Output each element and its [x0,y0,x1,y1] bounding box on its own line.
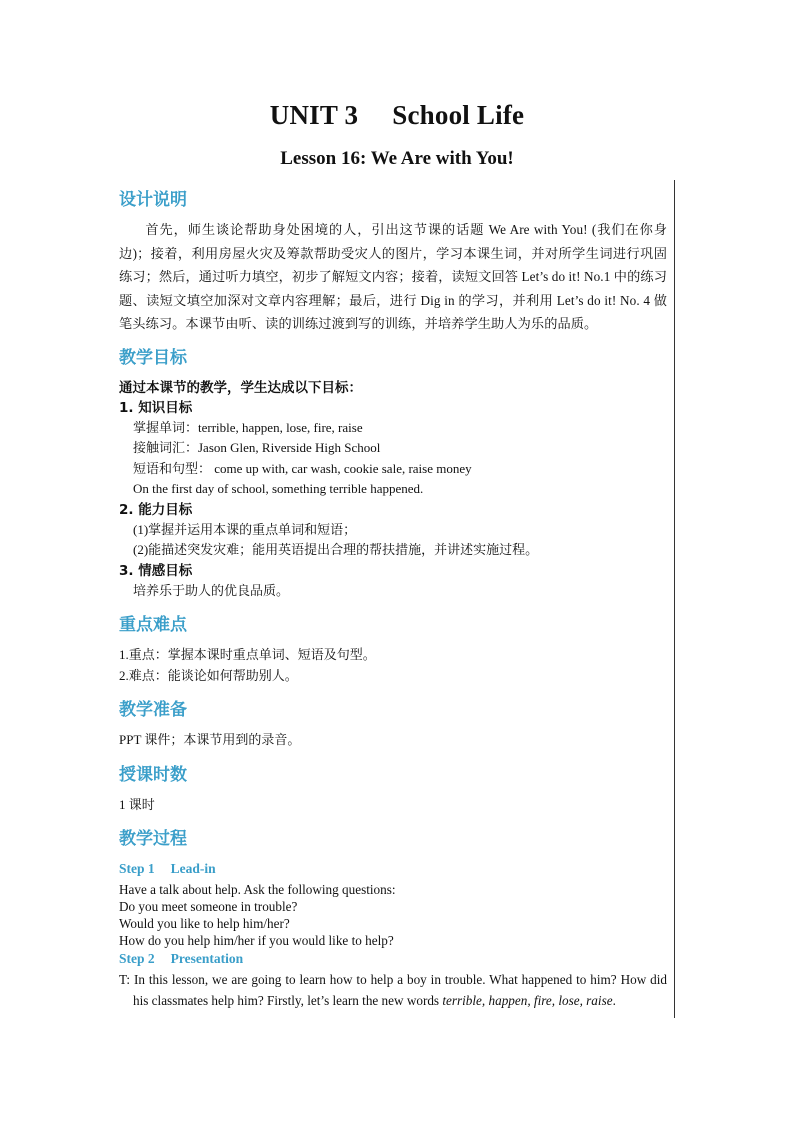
preparation-text: PPT 课件；本课节用到的录音。 [119,732,301,747]
step-2-heading [119,949,667,969]
section-heading-design: 设计说明 [119,190,187,210]
presentation-new-words: terrible, happen, fire, lose, raise [442,993,613,1008]
step-2-name: Presentation [170,951,244,966]
knowledge-objective-title: 1. 知识目标 [119,399,193,416]
key-point-1: 1.重点：掌握本课时重点单词、短语及句型。 [119,647,376,662]
sentence-pattern-line: On the first day of school, something terrible happened. [133,481,424,496]
ability-item-2: (2)能描述突发灾难；能用英语提出合理的帮扶措施，并讲述实施过程。 [133,542,539,557]
section-heading-objectives: 教学目标 [119,347,187,368]
step-2-label: Step 2 [119,951,155,966]
key-point-2: 2.难点：能谈论如何帮助别人。 [119,667,298,683]
unit-title [0,100,794,131]
unit-name: School Life [392,100,525,130]
step-1-label: Step 1 [119,861,155,876]
lead-in-question-3: How do you help him/her if you would like to help? [119,933,394,948]
ability-objective-title: 2. 能力目标 [119,501,193,518]
emotion-objective-title: 3. 情感目标 [119,562,193,579]
unit-number: UNIT 3 [269,100,359,130]
section-heading-process: 教学过程 [119,829,187,849]
periods-text: 1 课时 [119,796,155,812]
margin-rule [674,180,675,1018]
lesson-title: Lesson 16: We Are with You! [280,148,514,169]
step-1-heading [119,859,667,879]
ability-item-1: (1)掌握并运用本课的重点单词和短语； [133,521,357,537]
lead-in-question-1: Do you meet someone in trouble? [119,899,298,914]
emotion-item: 培养乐于助人的优良品质。 [133,582,290,598]
objectives-intro: 通过本课节的教学，学生达成以下目标： [119,379,362,396]
presentation-text: T: In this lesson, we are going to learn how to help a boy in trouble. What happened to him? How did his classmates help him? Firstly, let’s learn the new words [119,972,667,1008]
section-heading-key-points: 重点难点 [119,615,187,635]
presentation-paragraph [119,969,667,1011]
presentation-period: . [612,993,616,1008]
key-words-line: 掌握单词：terrible, happen, lose, fire, raise [133,419,363,435]
section-heading-periods: 授课时数 [119,764,187,785]
lead-in-line-1: Have a talk about help. Ask the following questions: [119,882,396,897]
lesson-plan-body [119,188,667,1011]
exposure-words-line: 接触词汇：Jason Glen, Riverside High School [133,440,381,455]
section-heading-preparation: 教学准备 [119,700,187,720]
lead-in-question-2: Would you like to help him/her? [119,916,290,931]
design-paragraph: 首先，师生谈论帮助身处困境的人，引出这节课的话题 We Are with You! (我们在你身边)；接着，利用房屋火灾及筹款帮助受灾人的图片，学习本课生词，并对所学生词进行巩固练习；然后，通过听力填空，初步了解短文内容；接着，读短文回答 Let’s do it! No.1 中的练习题、读短文填空加深对文章内容理解；最后，进行 Dig in 的学习，并利用 Let’s do it! No. 4 做笔头练习。本课节由听、读的训练过渡到写的训练，并培养学生助人为乐的品质。 [119,222,667,331]
step-1-name: Lead-in [170,861,216,876]
phrases-line: 短语和句型： come up with, car wash, cookie sale, raise money [133,460,472,476]
